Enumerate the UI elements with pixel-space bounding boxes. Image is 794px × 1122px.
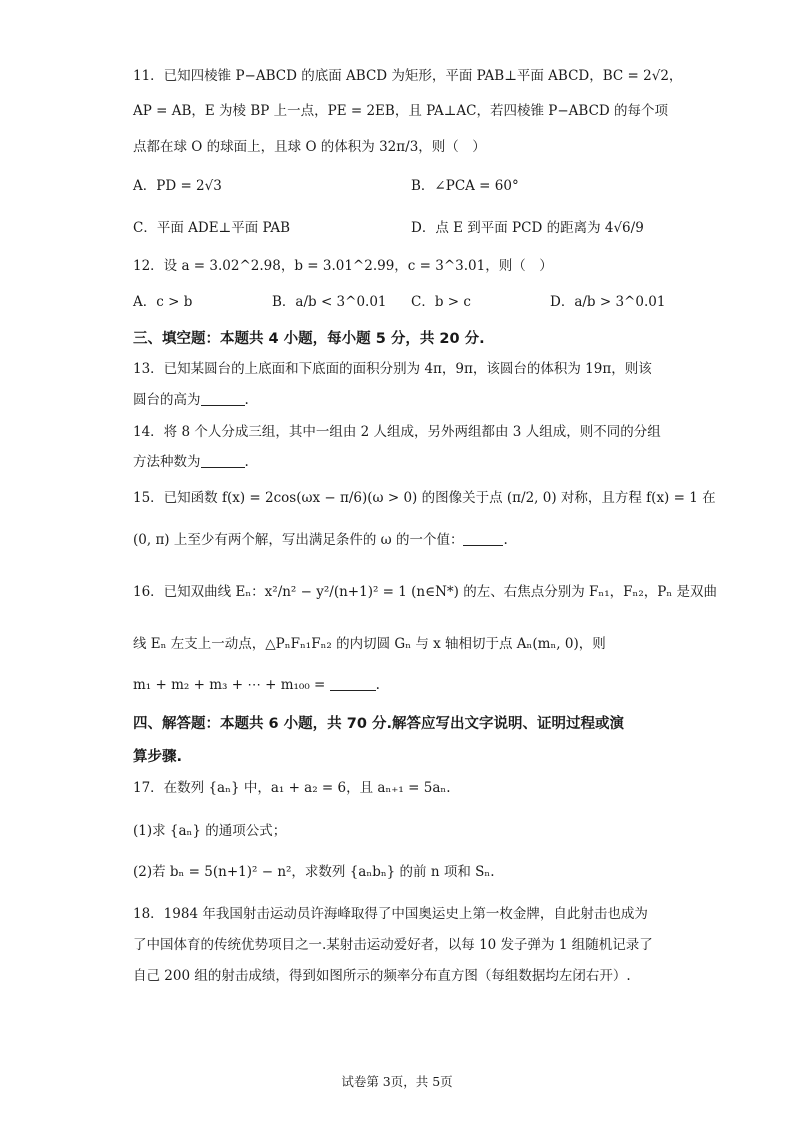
q11-option-d: D．点 E 到平面 PCD 的距离为 4√6/9 [411, 220, 644, 236]
q13-line-2-text: 圆台的高为 [133, 392, 201, 408]
q16-answer-blank[interactable] [330, 676, 376, 691]
q12-option-c: C．b > c [411, 294, 471, 310]
q16-line-3-text: m₁ + m₂ + m₃ + ⋯ + m₁₀₀ = [133, 677, 326, 693]
q14-answer-blank[interactable] [201, 453, 245, 468]
q17-part-1: (1)求 {aₙ} 的通项公式； [133, 823, 287, 839]
q16-line-2: 线 Eₙ 左支上一动点，△PₙFₙ₁Fₙ₂ 的内切圆 Gₙ 与 x 轴相切于点 Aₙ(mₙ, 0)，则 [133, 636, 606, 652]
section-3-heading: 三、填空题：本题共 4 小题，每小题 5 分，共 20 分. [133, 331, 485, 347]
q11-line-1: 11．已知四棱锥 P−ABCD 的底面 ABCD 为矩形，平面 PAB⊥平面 ABCD，BC = 2√2， [133, 68, 683, 84]
q17-line-1: 17．在数列 {aₙ} 中，a₁ + a₂ = 6，且 aₙ₊₁ = 5aₙ. [133, 780, 451, 796]
section-4-heading-line-1: 四、解答题：本题共 6 小题，共 70 分.解答应写出文字说明、证明过程或演 [133, 716, 624, 732]
q13-line-1: 13．已知某圆台的上底面和下底面的面积分别为 4π，9π，该圆台的体积为 19π，则该 [133, 361, 652, 377]
q11-line-2: AP = AB，E 为棱 BP 上一点，PE = 2EB，且 PA⊥AC，若四棱锥 P−ABCD 的每个项 [133, 103, 669, 119]
q12-line-1: 12．设 a = 3.02^2.98，b = 3.01^2.99，c = 3^3.01，则（ ） [133, 258, 553, 274]
q11-option-c: C．平面 ADE⊥平面 PAB [133, 220, 291, 236]
q18-line-3: 自己 200 组的射击成绩，得到如图所示的频率分布直方图（每组数据均左闭右开）. [133, 968, 631, 984]
q16-line-1: 16．已知双曲线 Eₙ：x²/n² − y²/(n+1)² = 1 (n∈N*) 的左、右焦点分别为 Fₙ₁，Fₙ₂，Pₙ 是双曲 [133, 584, 717, 600]
q14-line-2-text: 方法种数为 [133, 454, 201, 470]
q12-option-a: A．c > b [133, 294, 193, 310]
q17-part-2: (2)若 bₙ = 5(n+1)² − n²，求数列 {aₙbₙ} 的前 n 项和 Sₙ. [133, 864, 495, 880]
q16-line-3: m₁ + m₂ + m₃ + ⋯ + m₁₀₀ = . [133, 677, 380, 693]
q11-option-b: B．∠PCA = 60° [411, 178, 519, 194]
q15-line-2: (0, π) 上至少有两个解，写出满足条件的 ω 的一个值： . [133, 532, 508, 548]
q12-option-b: B．a/b < 3^0.01 [272, 294, 387, 310]
q11-line-3: 点都在球 O 的球面上，且球 O 的体积为 32π/3，则（ ） [133, 139, 486, 155]
q13-answer-blank[interactable] [201, 391, 245, 406]
q18-line-1: 18．1984 年我国射击运动员许海峰取得了中国奥运史上第一枚金牌，自此射击也成为 [133, 906, 648, 922]
page-footer: 试卷第 3页，共 5页 [341, 1074, 453, 1089]
q15-line-1: 15．已知函数 f(x) = 2cos(ωx − π/6)(ω > 0) 的图像关于点 (π/2, 0) 对称，且方程 f(x) = 1 在 [133, 490, 716, 506]
q13-line-2: 圆台的高为 . [133, 392, 249, 408]
q15-line-2-text: (0, π) 上至少有两个解，写出满足条件的 ω 的一个值： [133, 532, 464, 548]
q14-line-1: 14．将 8 个人分成三组，其中一组由 2 人组成，另外两组都由 3 人组成，则不同的分组 [133, 424, 661, 440]
section-4-heading-line-2: 算步骤. [133, 749, 183, 765]
q15-answer-blank[interactable] [463, 531, 503, 546]
q18-line-2: 了中国体育的传统优势项目之一.某射击运动爱好者，以每 10 发子弹为 1 组随机记录了 [133, 937, 653, 953]
q11-option-a: A．PD = 2√3 [133, 178, 222, 194]
q14-line-2: 方法种数为 . [133, 454, 249, 470]
q12-option-d: D．a/b > 3^0.01 [550, 294, 666, 310]
